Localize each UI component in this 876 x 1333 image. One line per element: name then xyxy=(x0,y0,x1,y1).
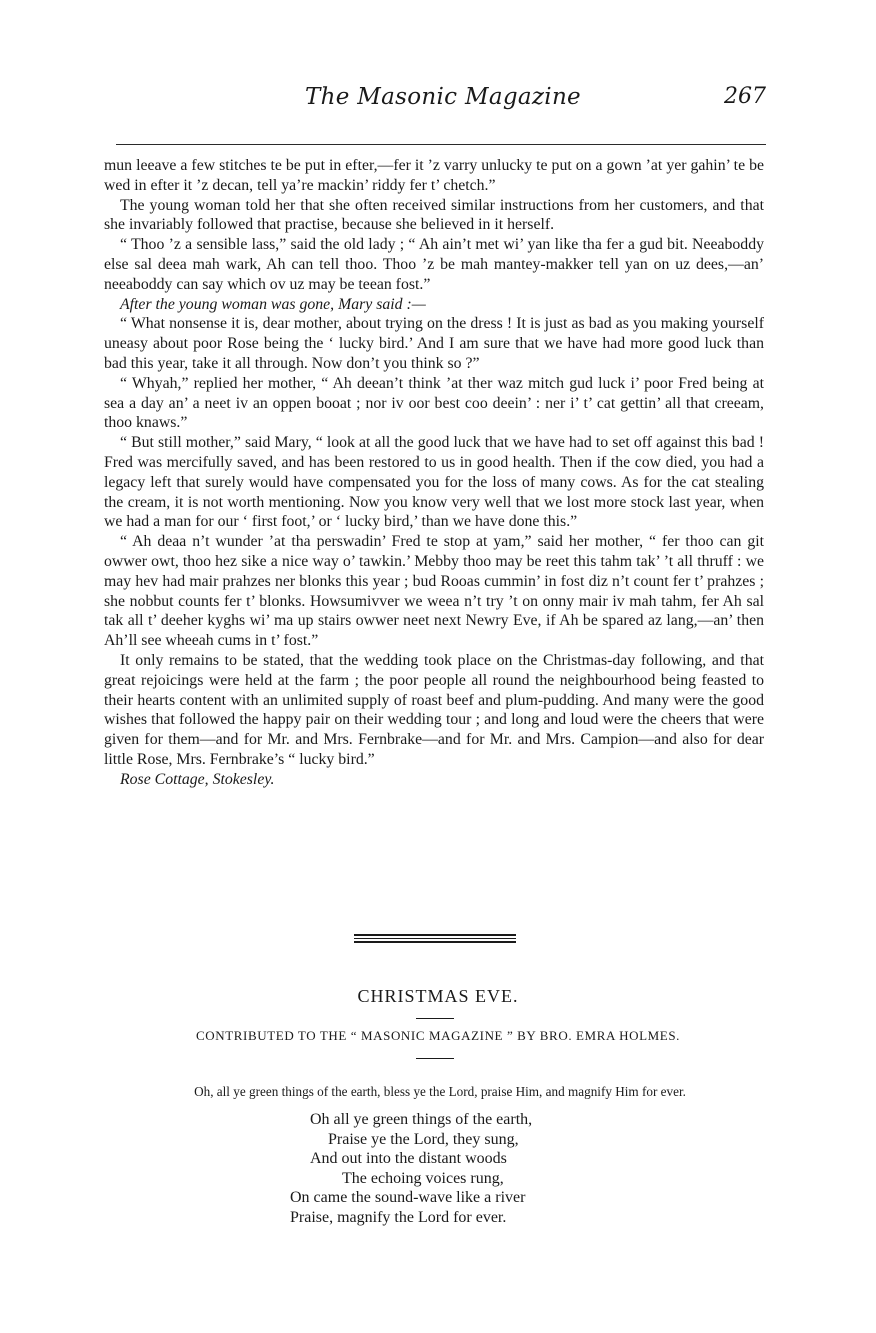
paragraph: “ Ah deaa n’t wunder ’at tha perswadin’ Fred te stop at yam,” said her mother, “ fer thoo can git owwer owt, thoo hez sike a nice way o’ tawkin.’ Mebby thoo may be reet this tahm tak’ ’t all thruff : we may hev had mair prahzes ner blonks this year ; bud Rooas cummin’ in fost diz n’t count fer t’ prahzes ; she nobbut counts fer t’ blonks. Howsumivver we weea n’t try ’t on onny mair iv mah tahm, fer Ah sal tak all t’ deeher kyghs wi’ ma up stairs owwer neet next Newry Eve, if Ah be spared az lang,—an’ then Ah’ll see wheeah cums in t’ fost.” xyxy=(104,533,764,650)
page-number: 267 xyxy=(724,84,766,109)
paragraph: mun leeave a few stitches te be put in efter,—fer it ’z varry unlucky te put on a gown ’at yer gahin’ te be wed in efter it ’z decan, tell ya’re mackin’ riddy fer t’ chetch.” xyxy=(104,157,764,194)
article-byline: CONTRIBUTED TO THE “ MASONIC MAGAZINE ” BY BRO. EMRA HOLMES. xyxy=(195,1028,681,1043)
epigraph: Oh, all ye green things of the earth, bless ye the Lord, praise Him, and magnify Him for ever. xyxy=(194,1084,686,1099)
verse-line: Oh all ye green things of the earth, xyxy=(310,1111,533,1128)
author-signature: Rose Cottage, Stokesley. xyxy=(120,770,275,788)
paragraph: “ Whyah,” replied her mother, “ Ah deean’t think ’at ther waz mitch gud luck i’ poor Fred being at sea a day an’ a neet iv an oppen booat ; nor iv oor best coo deein’ : ner i’ t’ cat gettin’ all that creeam, thoo knaws.” xyxy=(104,374,764,432)
paragraph: “ But still mother,” said Mary, “ look at all the good luck that we have had to set off against this bad ! Fred was mercifully saved, and has been restored to us in good health. Then if the cow died, you had a legacy left that surely would have compensated you for the loss of many cows. As for the cat stealing the cream, it is not worth mentioning. Now you know very well that we lost more stock last year, when we had a man for our ‘ first foot,’ or ‘ lucky bird,’ than we have done this.” xyxy=(104,434,764,531)
story-body xyxy=(104,156,764,790)
verse-line: And out into the distant woods xyxy=(310,1150,507,1168)
verse-line: Praise, magnify the Lord for ever. xyxy=(290,1208,507,1226)
paragraph: After the young woman was gone, Mary said :— xyxy=(120,295,426,313)
paragraph: “ Thoo ’z a sensible lass,” said the old lady ; “ Ah ain’t met wi’ yan like tha fer a gud bit. Neeaboddy else sal deea mah wark, Ah can tell thoo. Thoo ’z be mah mantey-makker tell yan on uz dees,—an’ neeaboddy can say which ov uz may be teean fost.” xyxy=(104,236,764,293)
poem-verse xyxy=(288,1110,648,1228)
header-rule xyxy=(116,144,766,145)
paragraph: It only remains to be stated, that the wedding took place on the Christmas-day following, and that great rejoicings were held at the farm ; the poor people all round the neighbourhood being feasted to their hearts content with an unlimited supply of roast beef and plum-pudding. And many were the good wishes that followed the happy pair on their wedding tour ; and long and loud were the cheers that were given for them—and for Mr. and Mrs. Fernbrake—and for Mr. and Mrs. Campion—and also for dear little Rose, Mrs. Fernbrake’s “ lucky bird.” xyxy=(104,651,764,768)
title-rule xyxy=(416,1018,454,1019)
running-head xyxy=(118,84,768,124)
byline-rule xyxy=(416,1058,454,1059)
magazine-title: The Masonic Magazine xyxy=(305,84,581,110)
article-title: CHRISTMAS EVE. xyxy=(357,986,519,1006)
verse-line: Praise ye the Lord, they sung, xyxy=(328,1130,519,1148)
paragraph: The young woman told her that she often received similar instructions from her customers, and that she invariably followed that practise, because she believed in it herself. xyxy=(104,196,764,234)
verse-line: The echoing voices rung, xyxy=(342,1169,504,1187)
paragraph: “ What nonsense it is, dear mother, about trying on the dress ! It is just as bad as you making yourself uneasy about poor Rose being the ‘ lucky bird.’ And I am sure that we have had more good luck than bad this year, take it all through. Now don’t you think so ?” xyxy=(104,315,764,372)
section-divider xyxy=(354,934,516,944)
verse-line: On came the sound-wave like a river xyxy=(290,1189,526,1207)
